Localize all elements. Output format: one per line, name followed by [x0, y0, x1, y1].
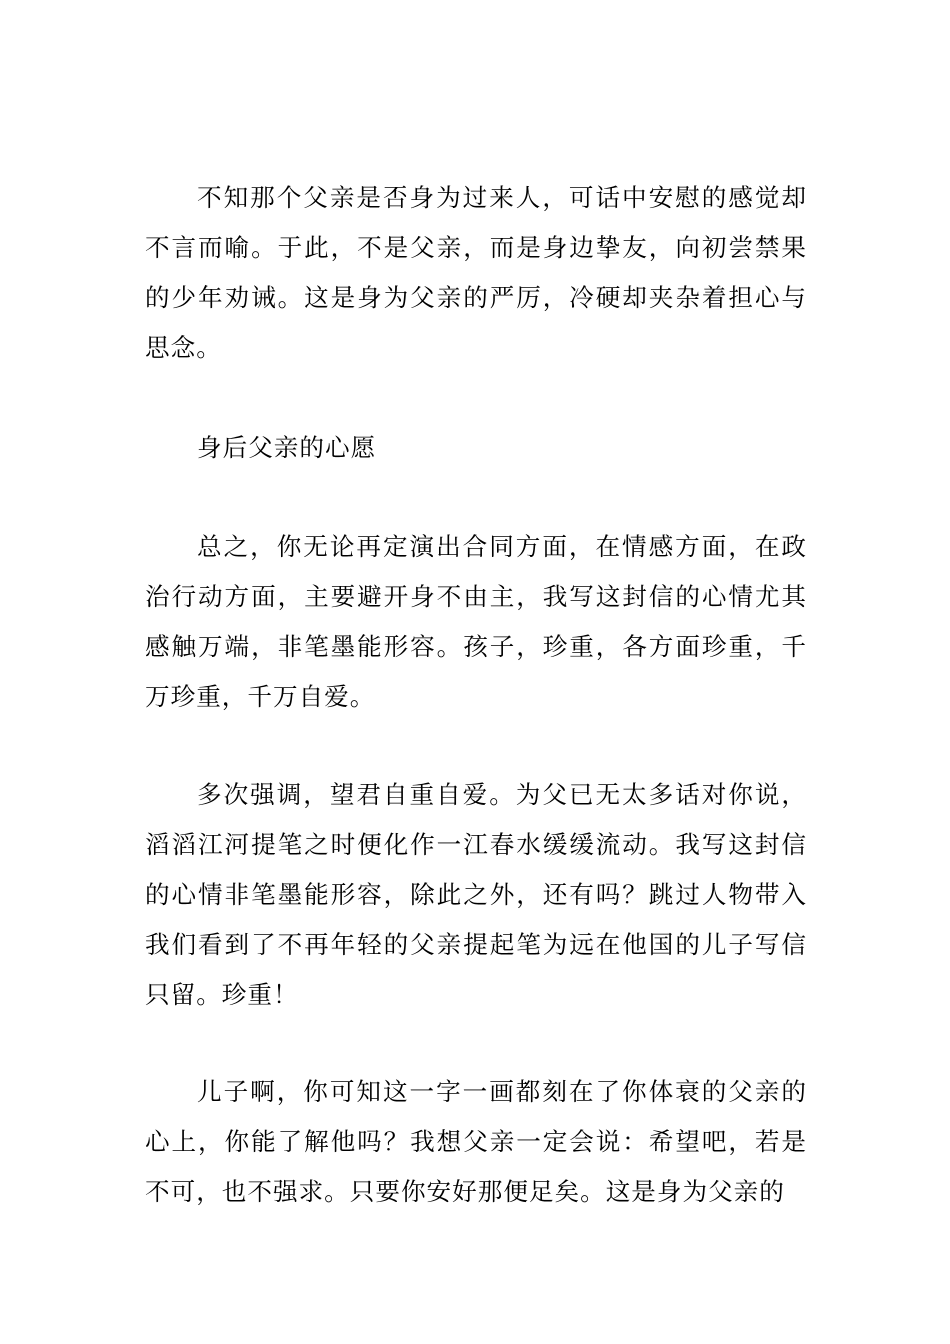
paragraph-3: 多次强调，望君自重自爱。为父已无太多话对你说，滔滔江河提笔之时便化作一江春水缓缓流动。我写这封信的心情非笔墨能形容，除此之外，还有吗？跳过人物带入我们看到了不再年轻的父亲提起笔为远在他国的儿子写信只留。珍重！	[145, 780, 807, 1009]
paragraph-4: 儿子啊，你可知这一字一画都刻在了你体衰的父亲的心上，你能了解他吗？我想父亲一定会说：希望吧，若是不可，也不强求。只要你安好那便足矣。这是身为父亲的	[145, 1077, 807, 1206]
section-heading: 身后父亲的心愿	[197, 433, 377, 462]
paragraph-2: 总之，你无论再定演出合同方面，在情感方面，在政治行动方面，主要避开身不由主，我写这封信的心情尤其感触万端，非笔墨能形容。孩子，珍重，各方面珍重，千万珍重，千万自爱。	[145, 532, 807, 711]
paragraph-1: 不知那个父亲是否身为过来人，可话中安慰的感觉却不言而喻。于此，不是父亲，而是身边挚友，向初尝禁果的少年劝诫。这是身为父亲的严厉，冷硬却夹杂着担心与思念。	[145, 183, 807, 362]
